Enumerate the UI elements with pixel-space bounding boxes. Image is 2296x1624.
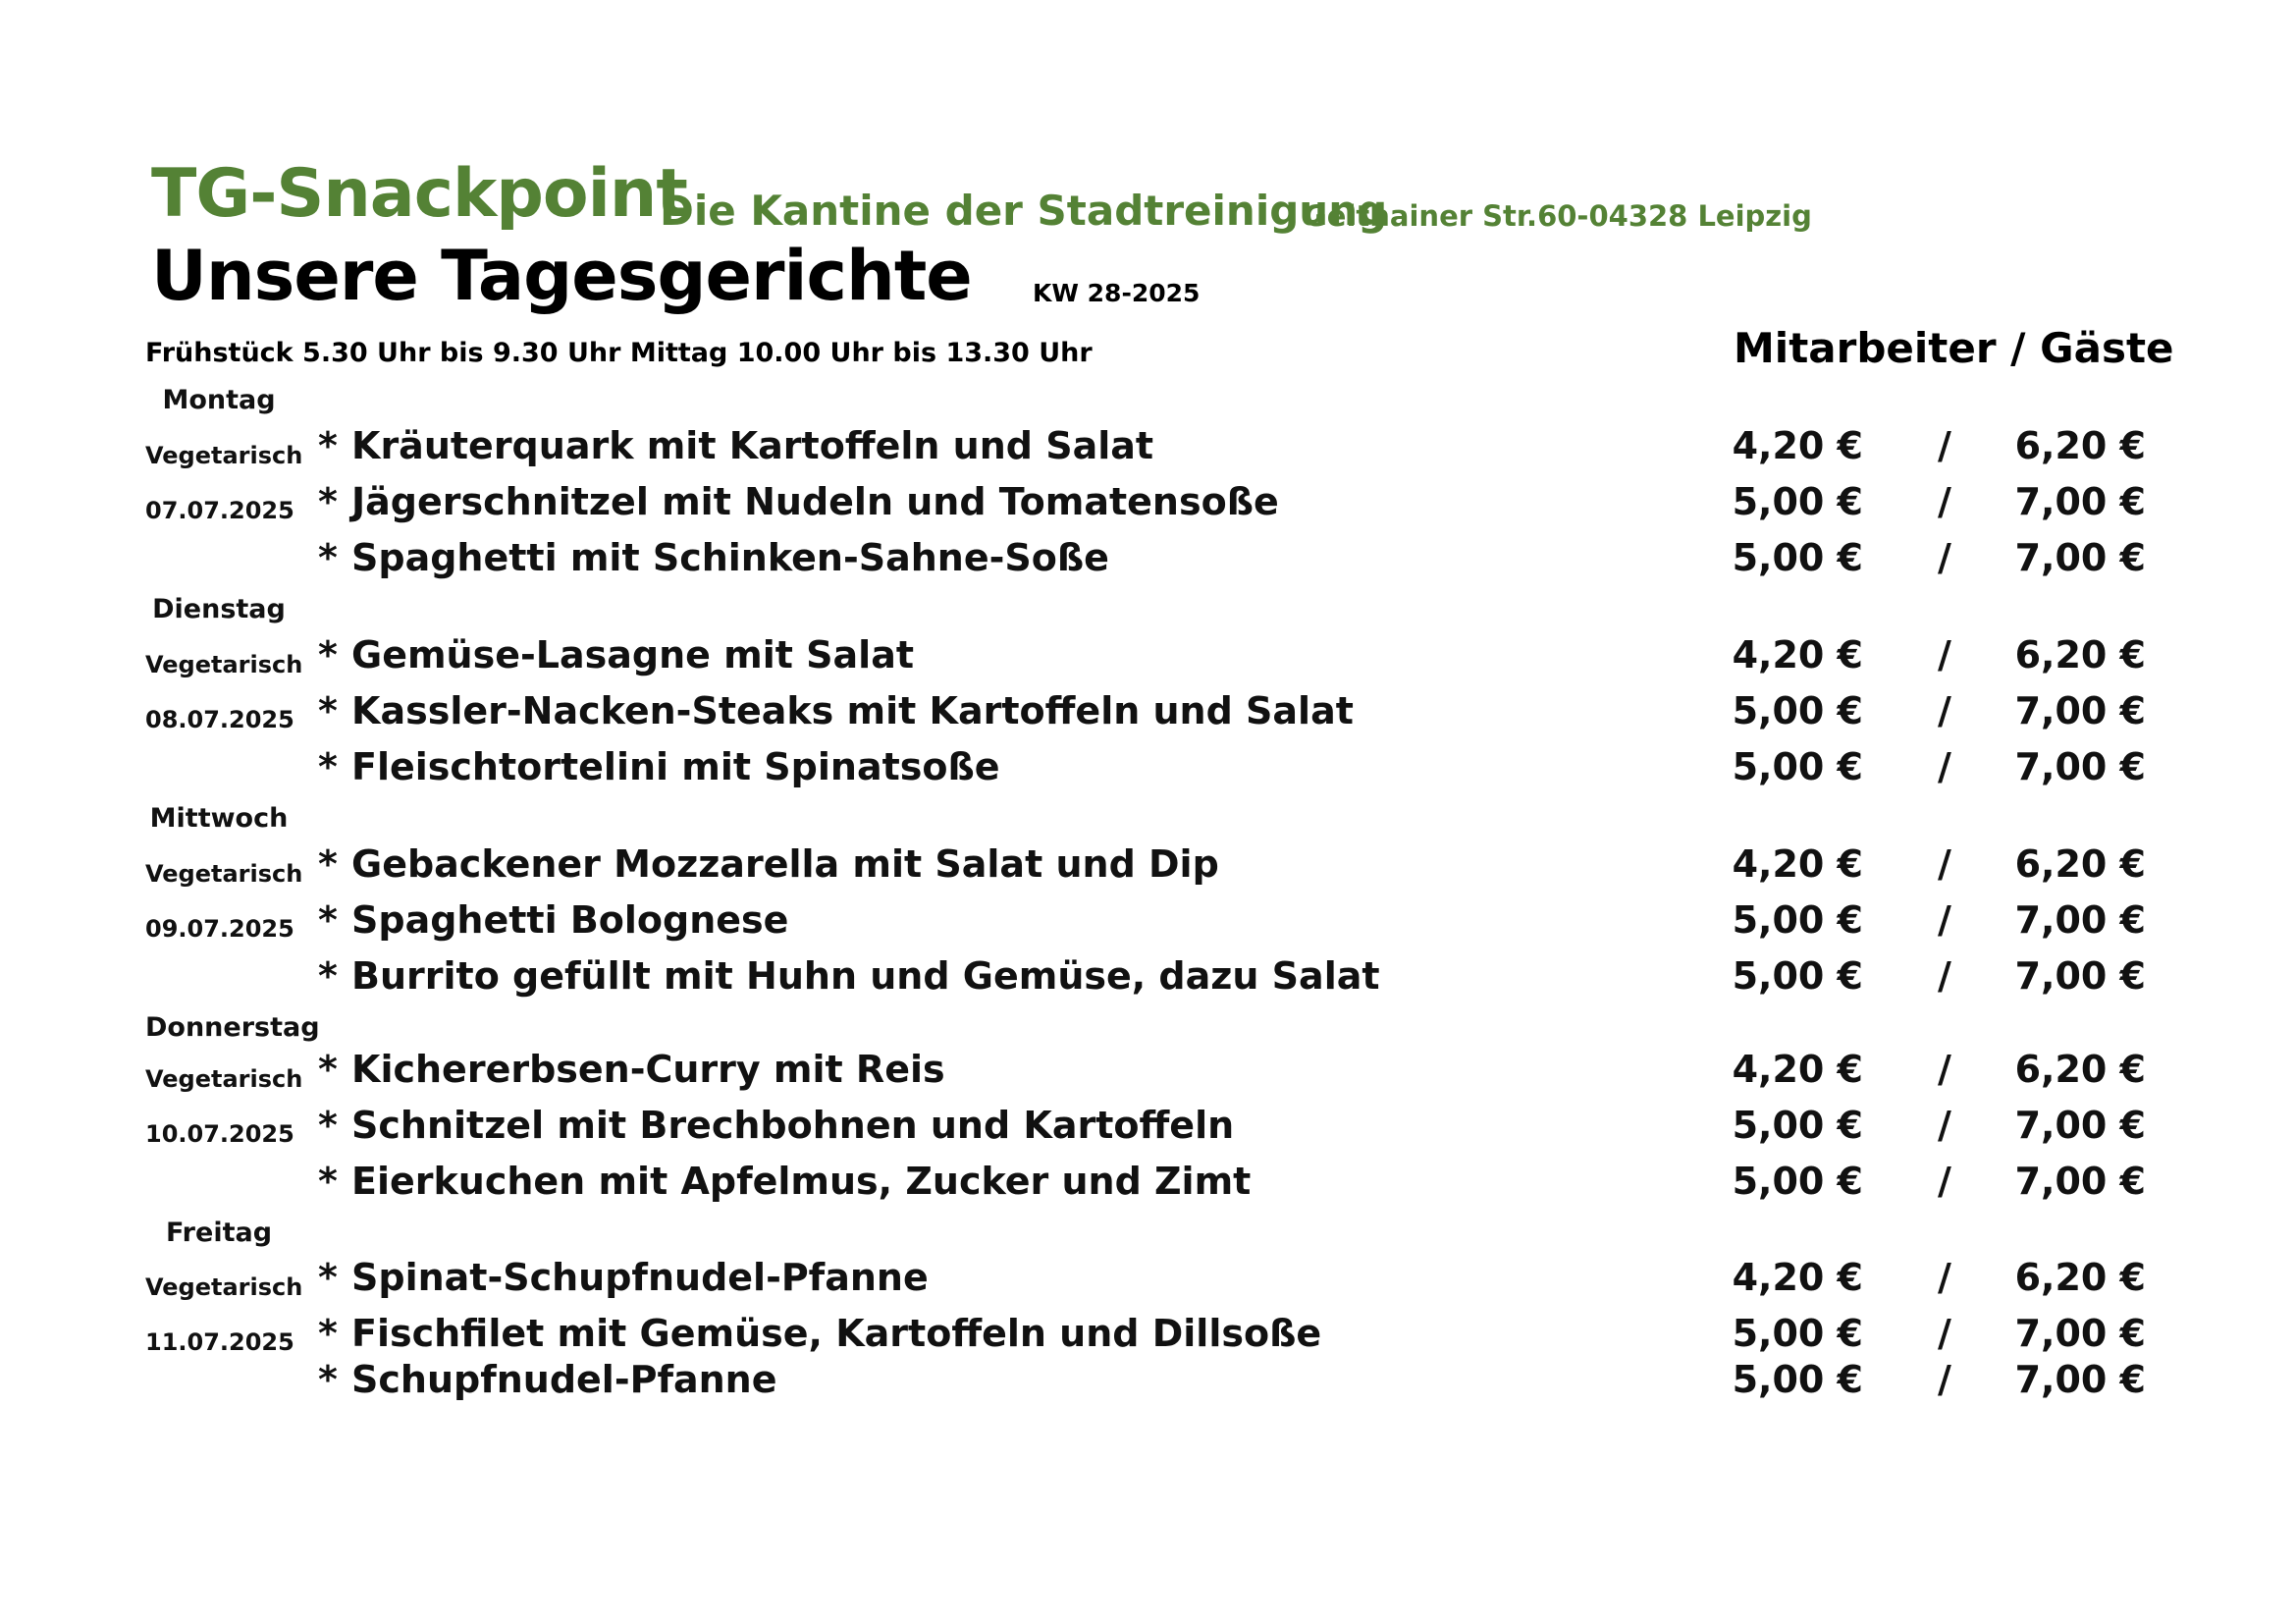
price-guest: 7,00 € [2014, 1160, 2146, 1203]
day-name: Montag [162, 385, 276, 415]
price-employee: 5,00 € [1732, 1104, 1863, 1147]
page-title: Unsere Tagesgerichte [151, 236, 972, 316]
price-employee: 4,20 € [1732, 842, 1863, 886]
price-guest: 7,00 € [2014, 1358, 2146, 1401]
price-separator: / [1938, 536, 1951, 579]
price-guest: 7,00 € [2014, 536, 2146, 579]
dish-name: Spinat-Schupfnudel-Pfanne [351, 1256, 929, 1299]
price-employee: 5,00 € [1732, 536, 1863, 579]
bullet-star: * [318, 898, 338, 942]
dish-name: Spaghetti Bolognese [351, 898, 789, 942]
brand-name: TG-Snackpoint [151, 155, 687, 233]
day-date: 07.07.2025 [145, 497, 294, 524]
dish-name: Schupfnudel-Pfanne [351, 1358, 777, 1401]
price-employee: 5,00 € [1732, 1312, 1863, 1355]
price-guest: 7,00 € [2014, 1312, 2146, 1355]
dish-name: Gebackener Mozzarella mit Salat und Dip [351, 842, 1219, 886]
vegetarian-label: Vegetarisch [145, 1273, 303, 1301]
bullet-star: * [318, 745, 338, 788]
bullet-star: * [318, 633, 338, 677]
price-column-header: Mitarbeiter / Gäste [1734, 324, 2174, 372]
price-separator: / [1938, 424, 1951, 467]
bullet-star: * [318, 1104, 338, 1147]
price-employee: 5,00 € [1732, 954, 1863, 998]
vegetarian-label: Vegetarisch [145, 1065, 303, 1093]
price-guest: 7,00 € [2014, 480, 2146, 523]
price-separator: / [1938, 480, 1951, 523]
bullet-star: * [318, 1048, 338, 1091]
bullet-star: * [318, 536, 338, 579]
calendar-week: KW 28-2025 [1033, 279, 1201, 307]
vegetarian-label: Vegetarisch [145, 651, 303, 678]
price-guest: 6,20 € [2014, 424, 2146, 467]
day-name: Mittwoch [149, 803, 289, 834]
price-separator: / [1938, 1160, 1951, 1203]
dish-name: Jägerschnitzel mit Nudeln und Tomatensoße [351, 480, 1279, 523]
bullet-star: * [318, 689, 338, 732]
dish-name: Kassler-Nacken-Steaks mit Kartoffeln und Salat [351, 689, 1354, 732]
price-employee: 4,20 € [1732, 1048, 1863, 1091]
price-separator: / [1938, 1104, 1951, 1147]
price-guest: 7,00 € [2014, 954, 2146, 998]
price-separator: / [1938, 689, 1951, 732]
price-employee: 4,20 € [1732, 1256, 1863, 1299]
price-employee: 5,00 € [1732, 689, 1863, 732]
price-employee: 5,00 € [1732, 745, 1863, 788]
day-date: 11.07.2025 [145, 1328, 294, 1356]
price-separator: / [1938, 1312, 1951, 1355]
bullet-star: * [318, 1358, 338, 1401]
price-guest: 7,00 € [2014, 1104, 2146, 1147]
price-guest: 6,20 € [2014, 1256, 2146, 1299]
dish-name: Burrito gefüllt mit Huhn und Gemüse, dazu Salat [351, 954, 1380, 998]
price-separator: / [1938, 954, 1951, 998]
dish-name: Spaghetti mit Schinken-Sahne-Soße [351, 536, 1109, 579]
price-guest: 7,00 € [2014, 745, 2146, 788]
price-separator: / [1938, 633, 1951, 677]
bullet-star: * [318, 424, 338, 467]
dish-name: Schnitzel mit Brechbohnen und Kartoffeln [351, 1104, 1235, 1147]
dish-name: Fleischtortelini mit Spinatsoße [351, 745, 1000, 788]
vegetarian-label: Vegetarisch [145, 442, 303, 469]
day-name: Dienstag [152, 594, 286, 624]
price-employee: 5,00 € [1732, 480, 1863, 523]
dish-name: Eierkuchen mit Apfelmus, Zucker und Zimt [351, 1160, 1252, 1203]
price-guest: 6,20 € [2014, 1048, 2146, 1091]
day-date: 09.07.2025 [145, 915, 294, 943]
dish-name: Kichererbsen-Curry mit Reis [351, 1048, 945, 1091]
price-employee: 5,00 € [1732, 1358, 1863, 1401]
opening-hours: Frühstück 5.30 Uhr bis 9.30 Uhr Mittag 10.00 Uhr bis 13.30 Uhr [145, 338, 1093, 368]
bullet-star: * [318, 1312, 338, 1355]
bullet-star: * [318, 842, 338, 886]
vegetarian-label: Vegetarisch [145, 860, 303, 888]
dish-name: Kräuterquark mit Kartoffeln und Salat [351, 424, 1154, 467]
price-employee: 4,20 € [1732, 424, 1863, 467]
dish-name: Fischfilet mit Gemüse, Kartoffeln und Dillsoße [351, 1312, 1322, 1355]
bullet-star: * [318, 480, 338, 523]
price-separator: / [1938, 1256, 1951, 1299]
price-employee: 5,00 € [1732, 1160, 1863, 1203]
price-employee: 4,20 € [1732, 633, 1863, 677]
price-guest: 7,00 € [2014, 689, 2146, 732]
price-separator: / [1938, 1048, 1951, 1091]
address: Geithainer Str.60-04328 Leipzig [1304, 199, 1812, 233]
price-guest: 6,20 € [2014, 633, 2146, 677]
tagline: Die Kantine der Stadtreinigung [660, 187, 1388, 235]
day-name: Freitag [165, 1218, 273, 1248]
day-name: Donnerstag [145, 1012, 320, 1043]
price-separator: / [1938, 745, 1951, 788]
price-separator: / [1938, 842, 1951, 886]
bullet-star: * [318, 1160, 338, 1203]
price-separator: / [1938, 898, 1951, 942]
price-separator: / [1938, 1358, 1951, 1401]
bullet-star: * [318, 1256, 338, 1299]
bullet-star: * [318, 954, 338, 998]
dish-name: Gemüse-Lasagne mit Salat [351, 633, 915, 677]
price-employee: 5,00 € [1732, 898, 1863, 942]
price-guest: 7,00 € [2014, 898, 2146, 942]
day-date: 08.07.2025 [145, 706, 294, 733]
day-date: 10.07.2025 [145, 1120, 294, 1148]
price-guest: 6,20 € [2014, 842, 2146, 886]
